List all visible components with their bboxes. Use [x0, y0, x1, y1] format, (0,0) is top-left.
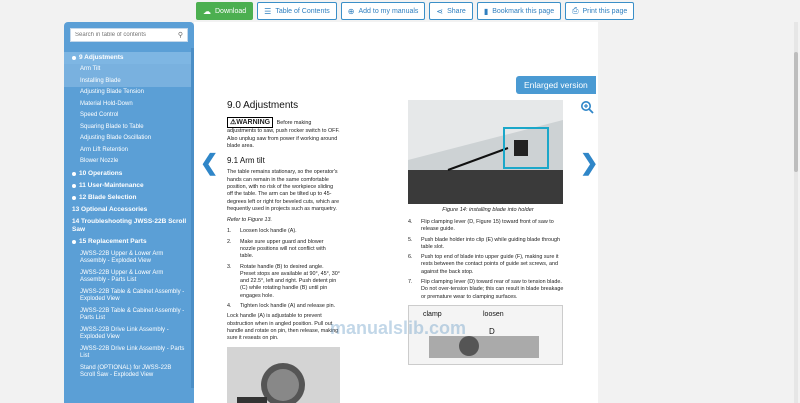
step-text: Flip clamping lever (D, Figure 15) toward front of saw to release guide.: [421, 219, 554, 233]
right-steps-list: [408, 219, 568, 301]
toc-item-adjustments[interactable]: [64, 52, 194, 64]
toc-item-squaring-blade[interactable]: Squaring Blade to Table: [80, 123, 144, 130]
toc-item-blade-tension[interactable]: Adjusting Blade Tension: [80, 89, 144, 96]
step-number: 6.: [408, 254, 413, 261]
step-text: Loosen lock handle (A).: [240, 228, 297, 235]
step-text: Push blade holder into clip (E) while guiding blade through table slot.: [421, 236, 561, 250]
step-number: 3.: [227, 263, 232, 270]
toc-label: 11 User-Maintenance: [79, 181, 144, 189]
toc-item-blade-oscillation[interactable]: Adjusting Blade Oscillation: [80, 135, 152, 142]
toc-label: 10 Operations: [79, 169, 123, 177]
step-text: Push top end of blade into upper guide (F), making sure it rests between the contact points of guide set screws, and against the back stop.: [421, 254, 559, 275]
toc-search-box: [70, 28, 188, 42]
step-number: 4.: [408, 219, 413, 225]
left-steps-list: [227, 228, 340, 310]
toc-item-replacement-parts[interactable]: [64, 236, 194, 248]
top-toolbar: [196, 2, 634, 20]
bullet-icon: [72, 172, 76, 176]
toc-item-arm-tilt[interactable]: Arm Tilt: [64, 64, 194, 76]
list-icon: ☰: [264, 6, 272, 16]
bullet-icon: [72, 184, 76, 188]
print-label: Print this page: [582, 7, 628, 15]
download-button[interactable]: [196, 2, 253, 20]
toc-label: 9 Adjustments: [79, 54, 124, 61]
toc-item-stand-exploded[interactable]: Stand (OPTIONAL) for JWSS-22B Scroll Saw - Exploded View: [80, 364, 172, 378]
toc-item-troubleshooting[interactable]: 14 Troubleshooting JWSS-22B Scroll Saw: [72, 218, 187, 234]
toc-item-drive-link-exploded[interactable]: JWSS-22B Drive Link Assembly - Exploded View: [80, 326, 169, 340]
toc-item-speed-control[interactable]: Speed Control: [80, 112, 119, 119]
arm-tilt-paragraph: The table remains stationary, so the operator's hands can remain in the same comfortable position, with no risk of the workpiece sliding off the table. The arm can be tilted up to 45-degrees left or right for beveled cuts, which are frequently used in projects such as marquetry.: [227, 169, 340, 212]
step-number: 5.: [408, 236, 413, 243]
toc-item-table-cabinet-parts[interactable]: JWSS-22B Table & Cabinet Assembly - Parts List: [80, 307, 185, 321]
add-to-my-manuals-button[interactable]: [341, 2, 426, 20]
list-item: [227, 303, 340, 310]
step-text: Flip clamping lever (D) toward rear of saw to tension blade. Do not over-tension blade; this can result in blade breakage or premature wear to clamping surfaces.: [421, 279, 564, 300]
bookmark-button[interactable]: [477, 2, 561, 20]
step-number: 2.: [227, 238, 232, 245]
toc-item-user-maintenance[interactable]: [64, 180, 194, 192]
bookmark-label: Bookmark this page: [492, 7, 555, 15]
warning-label: WARNING: [236, 119, 271, 126]
step-text: Tighten lock handle (A) and release pin.: [240, 303, 336, 310]
list-item: [227, 228, 340, 235]
cloud-download-icon: ☁: [203, 6, 211, 16]
saw-arm-illustration: [227, 347, 340, 403]
plus-icon: ⊕: [347, 6, 355, 16]
printer-icon: ⎙: [572, 6, 579, 15]
share-icon: ⋖: [436, 6, 444, 16]
print-button[interactable]: [565, 2, 634, 20]
toc-label: Table of Contents: [275, 7, 330, 15]
list-item: [227, 264, 340, 300]
toc-list: [64, 52, 194, 382]
toc-item-arm-lift-retention[interactable]: Arm Lift Retention: [80, 146, 129, 153]
step-number: 1.: [227, 228, 232, 235]
scrollbar-thumb[interactable]: [794, 52, 798, 172]
section-subheading: 9.1 Arm tilt: [227, 156, 265, 166]
toc-label: 15 Replacement Parts: [79, 238, 147, 246]
step-number: 7.: [408, 279, 413, 286]
loosen-label: loosen: [483, 310, 504, 318]
warning-paragraph: [227, 117, 340, 150]
page-scrollbar[interactable]: [794, 22, 798, 403]
toc-item-material-hold-down[interactable]: Material Hold-Down: [80, 100, 133, 107]
toc-sidebar: [64, 22, 194, 403]
toc-search-input[interactable]: [75, 32, 175, 38]
toc-item-upper-lower-arm-exploded[interactable]: JWSS-22B Upper & Lower Arm Assembly - Exploded View: [80, 250, 164, 264]
previous-page-arrow-icon[interactable]: ❮: [200, 150, 219, 175]
list-item: [408, 254, 568, 276]
warning-badge: ⚠WARNING: [227, 117, 273, 128]
warning-text: Before making adjustments to saw, push rocker switch to OFF. Also unplug saw from power if working around blade area.: [227, 120, 340, 150]
share-button[interactable]: [429, 2, 472, 20]
download-label: Download: [215, 7, 247, 15]
toc-item-table-cabinet-exploded[interactable]: JWSS-22B Table & Cabinet Assembly - Exploded View: [80, 288, 185, 302]
zoom-in-icon[interactable]: [580, 100, 594, 114]
table-of-contents-button[interactable]: [257, 2, 337, 20]
clamp-label: clamp: [423, 310, 442, 318]
list-item: [227, 239, 340, 261]
bullet-icon: [72, 240, 76, 244]
toc-item-blade-selection[interactable]: [64, 192, 194, 204]
blade-holder-illustration: [408, 100, 563, 204]
toc-label: 12 Blade Selection: [79, 193, 137, 201]
watermark: manualslib.com: [330, 318, 467, 338]
step-text: Rotate handle (B) to desired angle. Preset stops are available at 90°, 45°, 30° and 22.5°, left and right. Push detent pin (C) while rotating handle (B) until pin engages hole.: [240, 263, 340, 299]
figure-13-photo: [227, 347, 340, 403]
list-item: [408, 279, 568, 301]
toc-item-blower-nozzle[interactable]: Blower Nozzle: [80, 158, 119, 165]
toc-item-drive-link-parts[interactable]: JWSS-22B Drive Link Assembly - Parts List: [80, 345, 185, 359]
step-text: Make sure upper guard and blower nozzle positions will not conflict with table.: [240, 238, 326, 260]
next-page-arrow-icon[interactable]: ❯: [580, 150, 599, 175]
toc-item-installing-blade[interactable]: Installing Blade: [64, 76, 194, 88]
toc-item-optional-accessories[interactable]: 13 Optional Accessories: [72, 206, 148, 213]
figure-14-photo: [408, 100, 563, 204]
refer-note: Refer to Figure 13.: [227, 217, 272, 224]
list-item: [408, 237, 568, 252]
page-heading: 9.0 Adjustments: [227, 100, 299, 111]
step-number: 4.: [227, 303, 232, 310]
toc-item-upper-lower-arm-parts[interactable]: JWSS-22B Upper & Lower Arm Assembly - Parts List: [80, 269, 164, 283]
d-label: D: [489, 326, 495, 336]
share-label: Share: [447, 7, 466, 15]
bullet-icon: [72, 196, 76, 200]
figure-14-caption: Figure 14: installing blade into holder: [442, 207, 534, 213]
enlarged-version-button[interactable]: Enlarged version: [516, 76, 596, 94]
lock-handle-paragraph: Lock handle (A) is adjustable to prevent obstruction when in angled position. Pull out handle and rotate on pin, then release, making sure it reseats on pin.: [227, 313, 339, 342]
list-item: [408, 219, 568, 234]
add-label: Add to my manuals: [358, 7, 419, 15]
bullet-icon: [72, 56, 76, 60]
bookmark-icon: ▮: [483, 6, 489, 16]
page-left-column: [227, 100, 340, 403]
search-icon[interactable]: ⚲: [177, 32, 183, 39]
toc-item-operations[interactable]: [64, 168, 194, 180]
